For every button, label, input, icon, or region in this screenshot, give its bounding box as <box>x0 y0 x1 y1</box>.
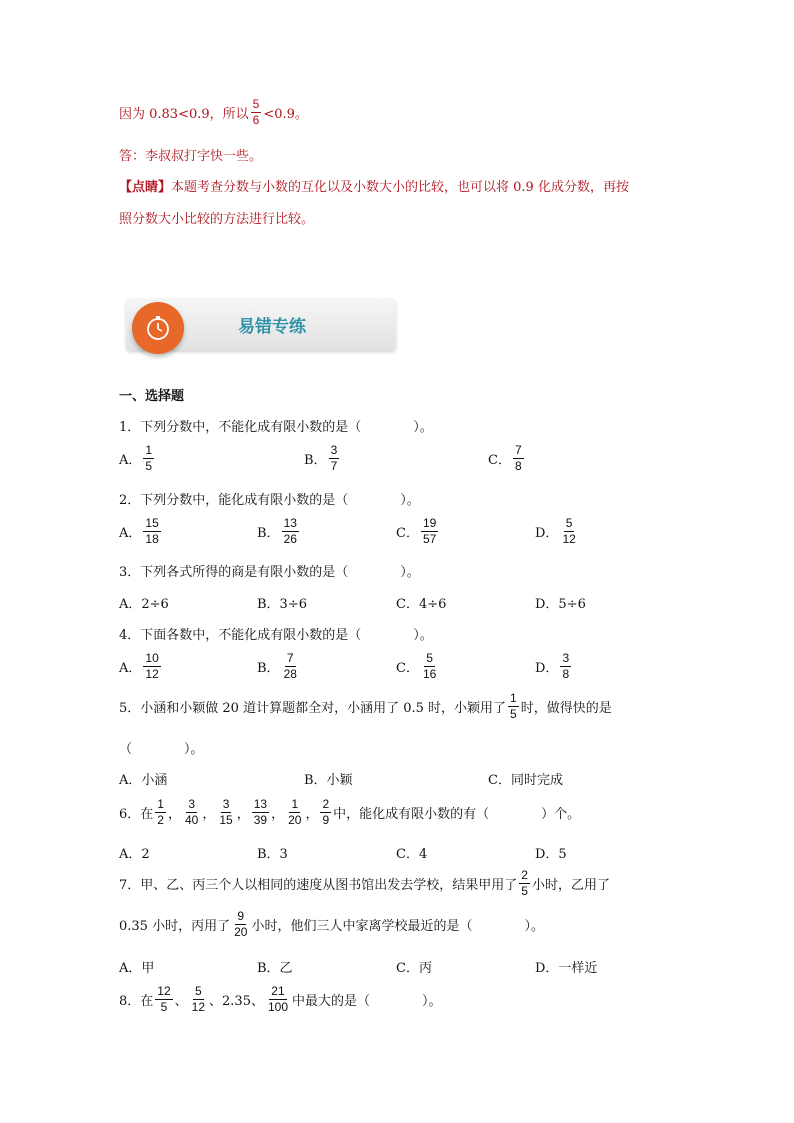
question-7-stem-cont: 0.35 小时，丙用了 $\frac{9}{20}$ 小时，他们三人中家离学校最近的是（ ）。 <box>119 909 544 939</box>
option-a[interactable]: A．甲 <box>119 961 155 976</box>
part-title: 一、选择题 <box>119 389 185 404</box>
option-a[interactable]: A． $\frac{10}{12}$ <box>119 651 159 681</box>
fraction: $\frac{3}{40}$ <box>184 797 199 827</box>
tip-label: 【点睛】 <box>119 180 172 195</box>
option-b[interactable]: B．3÷6 <box>257 597 307 612</box>
fraction: $\frac{5}{12}$ <box>191 984 206 1014</box>
fraction: $\frac{1}{5}$ <box>510 691 517 721</box>
fraction: $\frac{13}{39}$ <box>253 797 268 827</box>
fraction: $\frac{5}{12}$ <box>562 516 576 546</box>
fraction: $\frac{5}{6}$ <box>252 97 260 127</box>
option-b[interactable]: B． $\frac{3}{7}$ <box>304 443 338 473</box>
question-7-stem: 7．甲、乙、丙三个人以相同的速度从图书馆出发去学校，结果甲用了 $\frac{2}{5}$ 小时，乙用了 <box>119 868 610 898</box>
option-d[interactable]: D． $\frac{5}{12}$ <box>535 516 576 546</box>
fraction: $\frac{13}{26}$ <box>283 516 297 546</box>
option-c[interactable]: C．4÷6 <box>396 597 447 612</box>
option-a[interactable]: A．小涵 <box>119 773 168 788</box>
fraction: $\frac{5}{16}$ <box>422 651 437 681</box>
option-a[interactable]: A． $\frac{15}{18}$ <box>119 516 159 546</box>
option-a[interactable]: A．2÷6 <box>119 597 169 612</box>
fraction: $\frac{3}{8}$ <box>562 651 570 681</box>
stopwatch-icon <box>144 314 172 342</box>
question-6-stem: 6．在 $\frac{1}{2}$ ， $\frac{3}{40}$ ， $\frac{3}{15}$ ， $\frac{13}{39}$ ， $\frac{1}{20}$ ， $\frac{2}{9}$ 中，能化成有限小数的有（ ）个。 <box>119 797 581 827</box>
tip-line-1: 【点睛】 本题考查分数与小数的互化以及小数大小的比较，也可以将 0.9 化成分数，再按 <box>119 176 629 195</box>
question-8-stem: 8．在 $\frac{12}{5}$ 、 $\frac{5}{12}$ 、2.35、 $\frac{21}{100}$ 中最大的是（ ）。 <box>119 984 442 1014</box>
option-a[interactable]: A． $\frac{1}{5}$ <box>119 443 153 473</box>
fraction: $\frac{3}{7}$ <box>330 443 338 473</box>
fraction: $\frac{1}{20}$ <box>288 797 302 827</box>
option-d[interactable]: D．一样近 <box>535 961 598 976</box>
fraction: $\frac{7}{28}$ <box>283 651 297 681</box>
fraction: $\frac{9}{20}$ <box>234 909 248 939</box>
option-c[interactable]: C． $\frac{7}{8}$ <box>488 443 522 473</box>
fraction: $\frac{2}{5}$ <box>521 868 528 898</box>
option-d[interactable]: D． $\frac{3}{8}$ <box>535 651 570 681</box>
option-a[interactable]: A．2 <box>119 847 150 862</box>
fraction: $\frac{2}{9}$ <box>322 797 330 827</box>
answer-text: <0.9。 <box>263 107 308 122</box>
fraction: $\frac{12}{5}$ <box>157 984 171 1014</box>
option-c[interactable]: C． $\frac{5}{16}$ <box>396 651 437 681</box>
option-b[interactable]: B．3 <box>257 847 288 862</box>
fraction: $\frac{15}{18}$ <box>145 516 159 546</box>
option-b[interactable]: B． $\frac{7}{28}$ <box>257 651 297 681</box>
option-b[interactable]: B．小颖 <box>304 773 353 788</box>
tip-line-2: 照分数大小比较的方法进行比较。 <box>119 212 315 227</box>
answer-line-1 <box>119 98 308 127</box>
fraction: $\frac{21}{100}$ <box>267 984 288 1014</box>
fraction: $\frac{1}{5}$ <box>145 443 153 473</box>
question-3-stem: 3．下列各式所得的商是有限小数的是（ ）。 <box>119 565 420 580</box>
question-4-stem: 4．下面各数中，不能化成有限小数的是（ ）。 <box>119 628 433 643</box>
option-d[interactable]: D．5÷6 <box>535 597 586 612</box>
section-badge <box>132 302 184 354</box>
option-c[interactable]: C．4 <box>396 847 428 862</box>
fraction: $\frac{1}{2}$ <box>157 797 164 827</box>
question-2-stem: 2．下列分数中，能化成有限小数的是（ ）。 <box>119 493 420 508</box>
option-d[interactable]: D．5 <box>535 847 567 862</box>
question-1-stem: 1．下列分数中，不能化成有限小数的是（ ）。 <box>119 420 433 435</box>
question-5-stem: 5．小涵和小颖做 20 道计算题都全对，小涵用了 0.5 时，小颖用了 $\frac{1}{5}$ 时，做得快的是 <box>119 691 612 721</box>
option-b[interactable]: B． $\frac{13}{26}$ <box>257 516 297 546</box>
fraction: $\frac{19}{57}$ <box>422 516 437 546</box>
answer-text: 因为 0.83<0.9，所以 <box>119 107 249 122</box>
section-title: 易错专练 <box>238 317 306 337</box>
fraction: $\frac{7}{8}$ <box>514 443 522 473</box>
fraction: $\frac{10}{12}$ <box>145 651 159 681</box>
option-c[interactable]: C．丙 <box>396 961 432 976</box>
answer-line-2: 答：李叔叔打字快一些。 <box>119 149 263 164</box>
fraction: $\frac{3}{15}$ <box>219 797 233 827</box>
question-5-stem-cont: （ ）。 <box>119 742 204 757</box>
option-b[interactable]: B．乙 <box>257 961 293 976</box>
option-c[interactable]: C． $\frac{19}{57}$ <box>396 516 437 546</box>
option-c[interactable]: C．同时完成 <box>488 773 563 788</box>
